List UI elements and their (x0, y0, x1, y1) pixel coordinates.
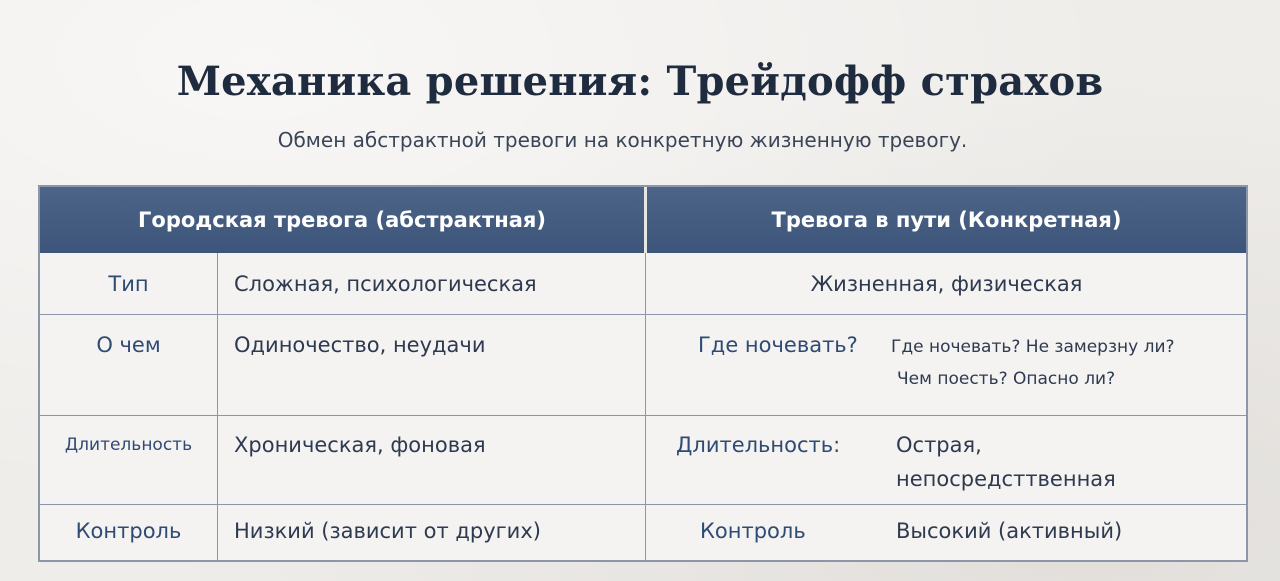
row-label-control: Контроль (75, 519, 182, 543)
page-subtitle: Обмен абстрактной тревоги на конкретную жизненную тревогу. (277, 128, 968, 152)
row-label-duration: Длительность (64, 435, 193, 455)
city-duration-value: Хроническая, фоновая (234, 433, 486, 457)
grid-line (645, 253, 646, 562)
column-header-city: Городская тревога (абстрактная) (40, 187, 644, 253)
city-type-value: Сложная, психологическая (234, 272, 537, 296)
road-about-label: Где ночевать? (698, 333, 858, 357)
grid-line (40, 415, 1246, 416)
road-about-line1: Где ночевать? Не замерзну ли? (891, 337, 1175, 357)
road-type-value: Жизненная, физическая (810, 272, 1083, 296)
column-header-road: Тревога в пути (Конкретная) (647, 187, 1246, 253)
page-title: Механика решения: Трейдофф страхов (176, 58, 1104, 105)
road-duration-line2: непосредсттвенная (896, 467, 1116, 491)
row-label-about: О чем (96, 333, 161, 357)
grid-line (40, 314, 1246, 315)
comparison-table (38, 185, 1248, 562)
road-control-value: Высокий (активный) (896, 519, 1123, 543)
road-control-label: Контроль (700, 519, 806, 543)
row-label-type: Тип (108, 272, 149, 296)
road-about-line2: Чем поесть? Опасно ли? (897, 369, 1116, 389)
road-duration-label: Длительность: (676, 433, 841, 457)
grid-line (40, 504, 1246, 505)
grid-line (217, 253, 218, 562)
city-about-value: Одиночество, неудачи (234, 333, 486, 357)
city-control-value: Низкий (зависит от других) (234, 519, 541, 543)
road-duration-line1: Острая, (896, 433, 982, 457)
